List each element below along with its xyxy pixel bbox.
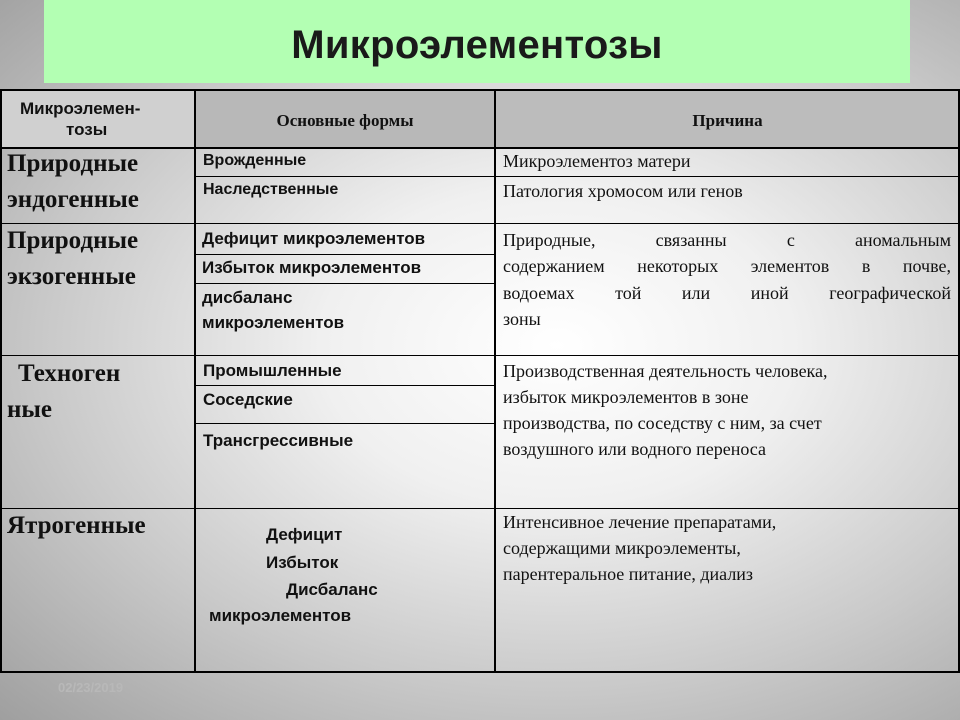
table-border-bottom [0,671,960,673]
slide-date: 02/23/2019 [58,680,124,695]
subrow-line-g3b [194,423,494,424]
cause-iatrogenic-line1: Интенсивное лечение препаратами, [503,512,777,532]
form-industrial: Промышленные [203,361,342,380]
cause-natural-anomaly-line4: зоны [503,309,541,329]
form-deficit: Дефицит микроэлементов [202,229,426,248]
row-divider-3 [0,508,960,509]
row-divider-1 [0,223,960,224]
cause-natural-anomaly-line3: водоемах той или иной географической [503,283,951,303]
cause-industrial-line3: производства, по соседству с ним, за счет [503,413,822,433]
form-imbalance-line2: микроэлементов [202,313,345,332]
category-natural-exogenous-line2: экзогенные [7,263,136,290]
header-category-line1: Микроэлемен- [20,99,141,118]
header-cause: Причина [692,111,763,130]
form-hereditary: Наследственные [203,181,339,198]
form-iatrogenic-excess: Избыток [266,553,339,572]
row-divider-2 [0,355,960,356]
subrow-line-g2b [194,283,494,284]
cause-industrial-line1: Производственная деятельность человека, [503,361,828,381]
table-border-header-bottom [0,147,960,149]
category-natural-endogenous-line2: эндогенные [7,186,139,213]
subrow-line-g1-forms [194,176,494,177]
category-iatrogenic: Ятрогенные [7,512,146,539]
cause-natural-anomaly-line1: Природные, связанны с аномальным [503,230,951,250]
form-iatrogenic-deficit: Дефицит [266,525,343,544]
form-transgressive: Трансгрессивные [203,431,354,450]
form-excess: Избыток микроэлементов [202,258,422,277]
slide-title: Микроэлементозы [291,23,663,67]
form-neighboring: Соседские [203,390,293,409]
subrow-line-g2a [194,254,494,255]
cause-chromosome-pathology: Патология хромосом или генов [503,181,743,201]
category-technogenic-line1: Техноген [18,360,121,387]
header-category-line2: тозы [66,120,108,139]
subrow-line-g1-cause [494,176,960,177]
cause-industrial-line2: избыток микроэлементов в зоне [503,387,749,407]
form-imbalance-line1: дисбаланс [202,288,293,307]
form-iatrogenic-microelements: микроэлементов [209,606,352,625]
table-border-left [0,89,2,672]
subrow-line-g3a [194,385,494,386]
form-congenital: Врожденные [203,152,307,169]
category-natural-endogenous-line1: Природные [7,150,139,177]
cause-iatrogenic-line3: парентеральное питание, диализ [503,564,754,584]
form-iatrogenic-imbalance: Дисбаланс [286,580,378,599]
cause-natural-anomaly-line2: содержанием некоторых элементов в почве, [503,256,951,276]
title-banner [44,0,910,83]
category-natural-exogenous-line1: Природные [7,227,139,254]
cause-maternal-microelementosis: Микроэлементоз матери [503,151,691,171]
table-border-top [0,89,960,91]
category-technogenic-line2: ные [7,396,53,423]
cause-iatrogenic-line2: содержащими микроэлементы, [503,538,741,558]
header-forms: Основные формы [276,111,414,130]
cause-industrial-line4: воздушного или водного переноса [503,439,766,459]
